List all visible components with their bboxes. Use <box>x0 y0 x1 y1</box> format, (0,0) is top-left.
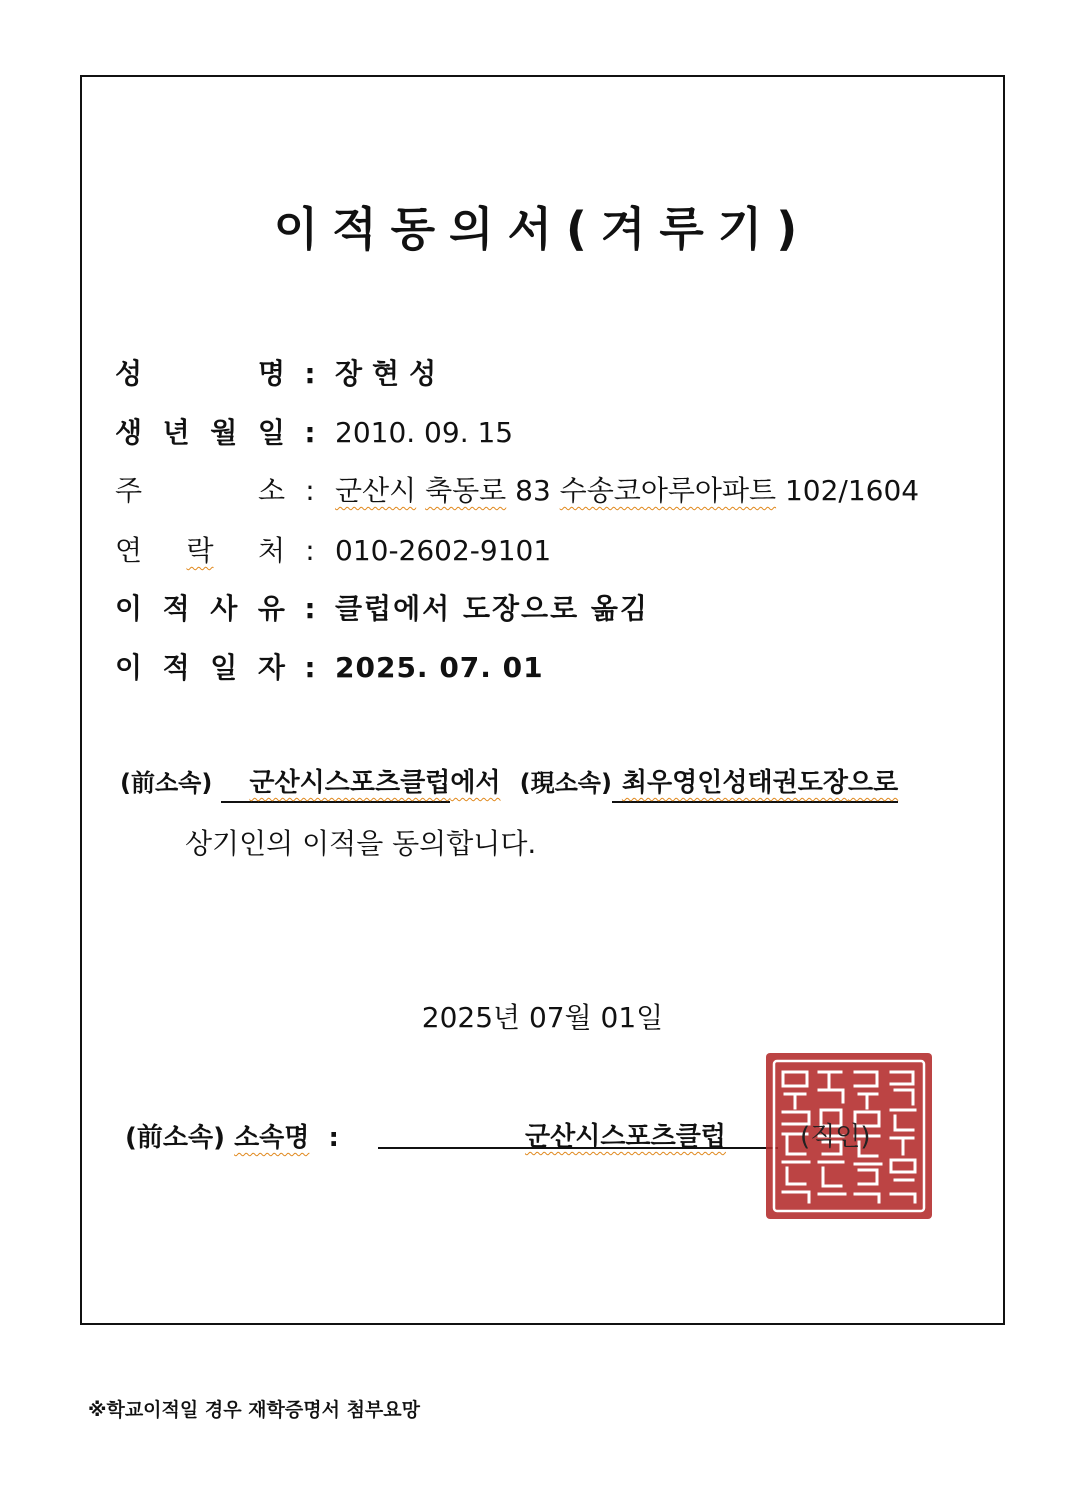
prev-affiliation-suffix: 에서 <box>450 768 501 798</box>
seal-mark-text: (직인) <box>800 1122 871 1152</box>
field-transfer-date-colon: : <box>304 651 316 684</box>
document-date: 2025년 07월 01일 <box>421 1001 664 1034</box>
field-birth-label: 생 년 월 일 <box>115 416 285 449</box>
affiliation-line <box>120 762 898 803</box>
field-transfer-date-row <box>115 646 544 686</box>
consent-statement: 상기인의 이적을 동의합니다. <box>185 827 537 860</box>
field-birth-value: 2010. 09. 15 <box>335 416 514 449</box>
field-contact-colon: : <box>305 534 315 567</box>
field-reason-label: 이 적 사 유 <box>115 592 285 625</box>
field-reason-colon: : <box>304 592 316 625</box>
field-birth-colon: : <box>304 416 316 449</box>
signature-label: (前소속) 소속명 : <box>125 1123 339 1153</box>
field-address-value: 군산시 축동로 83 수송코아루아파트 102/1604 <box>335 474 920 507</box>
field-name-colon: : <box>304 357 316 390</box>
field-contact-value: 010-2602-9101 <box>335 534 552 567</box>
field-address-label: 주 소 <box>115 474 285 507</box>
field-contact-row <box>115 529 551 569</box>
field-address-row <box>115 469 919 509</box>
document-title: 이적동의서(겨루기) <box>273 202 812 256</box>
prev-affiliation-value: 군산시스포츠클럽 <box>221 762 450 803</box>
prev-affiliation-label: (前소속) <box>120 769 213 797</box>
field-transfer-date-value: 2025. 07. 01 <box>335 651 544 684</box>
field-name-label: 성 명 <box>115 357 285 390</box>
signature-org-name: 군산시스포츠클럽 <box>525 1122 726 1152</box>
field-name-value: 장현성 <box>335 357 447 390</box>
footer-note: ※학교이적일 경우 재학증명서 첨부요망 <box>88 1399 420 1421</box>
field-birth-row <box>115 411 513 451</box>
curr-affiliation-value: 최우영인성태권도장으로 <box>612 762 898 803</box>
curr-affiliation-label: (現소속) <box>519 769 612 797</box>
field-reason-value: 클럽에서 도장으로 옮김 <box>335 592 649 625</box>
field-transfer-date-label: 이 적 일 자 <box>115 651 285 684</box>
field-name-row <box>115 352 446 392</box>
field-reason-row <box>115 587 649 627</box>
field-contact-label: 연 락 처 <box>115 534 285 567</box>
field-address-colon: : <box>305 474 315 507</box>
